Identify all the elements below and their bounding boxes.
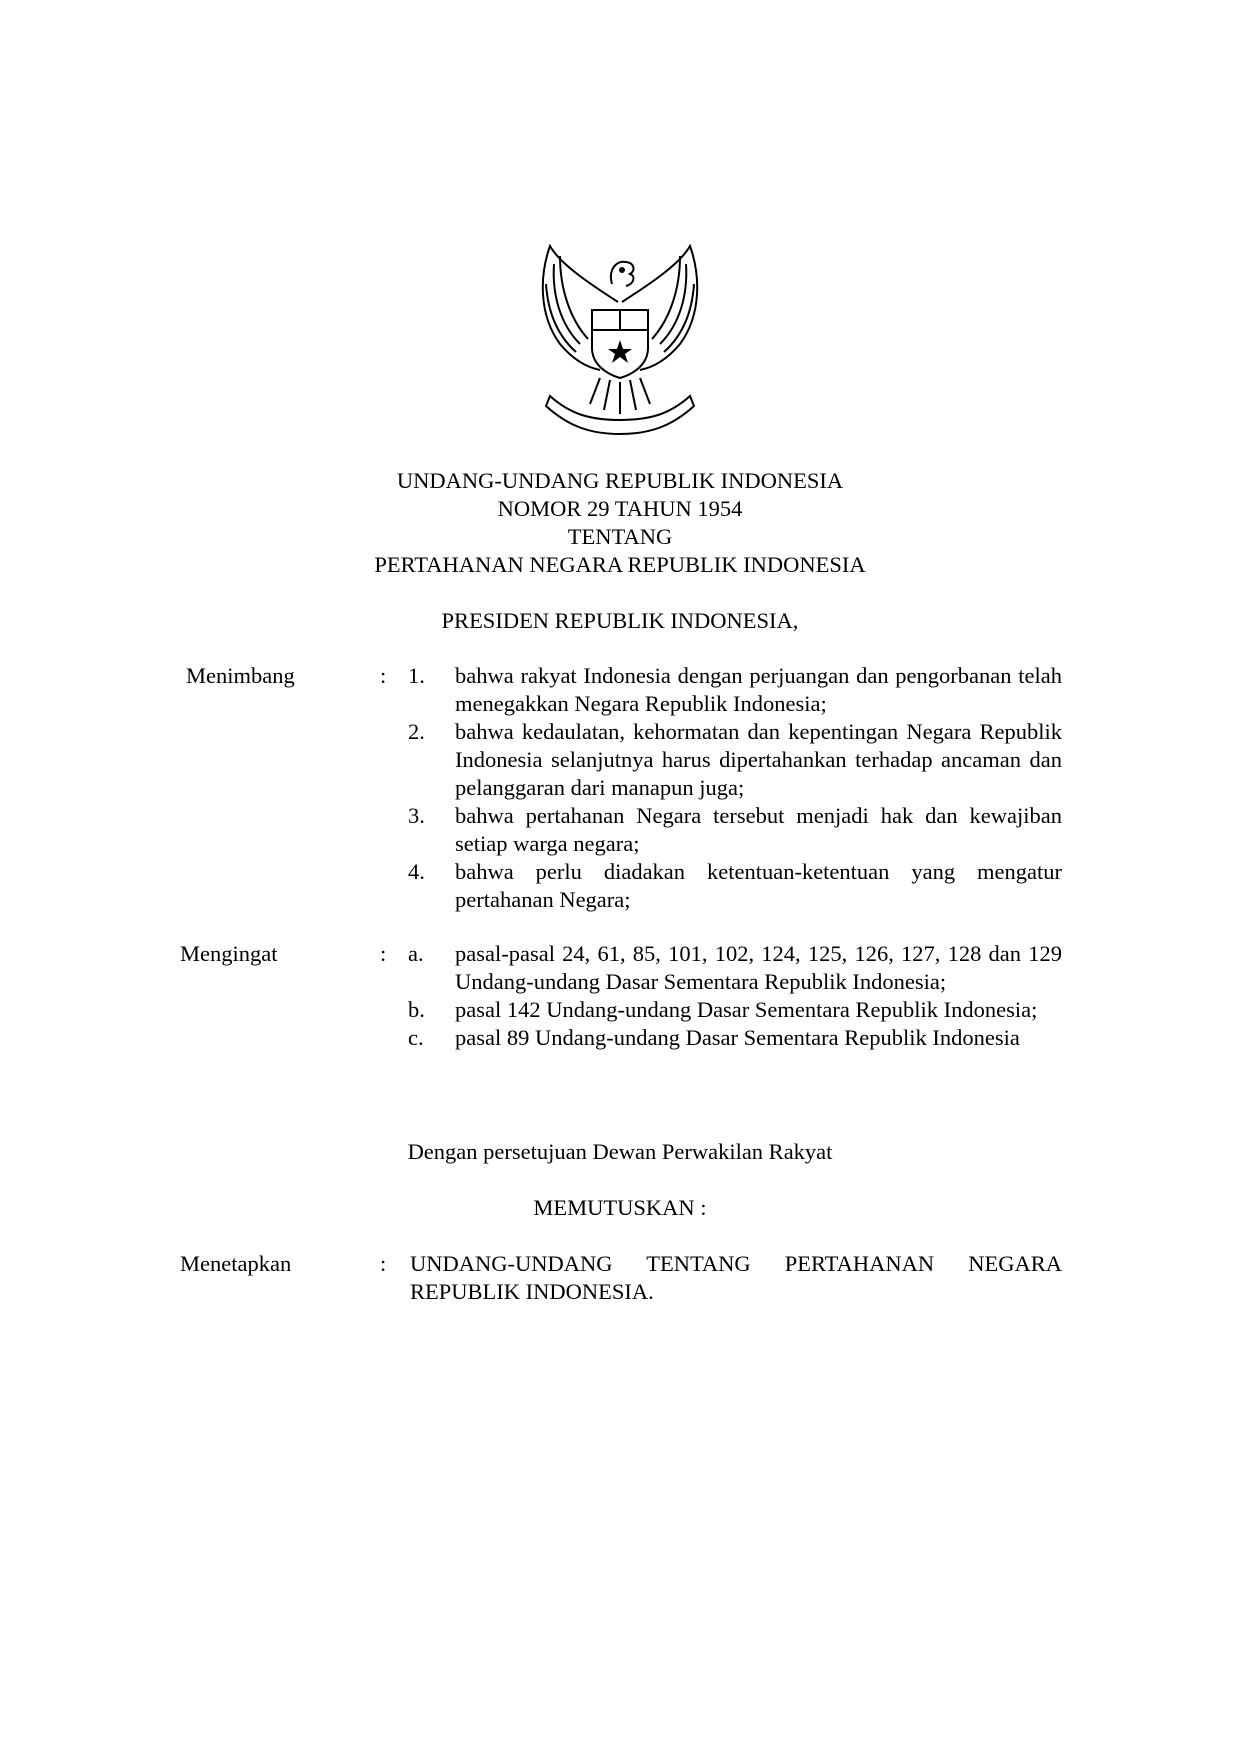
item-text: bahwa pertahanan Negara tersebut menjadi hak dan kewajiban setiap warga negara;	[455, 803, 1062, 856]
menimbang-label: Menimbang	[186, 663, 295, 688]
title-line-2: NOMOR 29 TAHUN 1954	[497, 496, 743, 521]
mengingat-label: Mengingat	[180, 941, 278, 966]
menimbang-section	[0, 662, 1240, 914]
item-marker: 4.	[408, 859, 425, 884]
title-line-4: PERTAHANAN NEGARA REPUBLIK INDONESIA	[374, 552, 866, 577]
menetapkan-colon: :	[380, 1251, 387, 1276]
menetapkan-text: UNDANG-UNDANG TENTANG PERTAHANAN NEGARA REPUBLIK INDONESIA.	[410, 1251, 1062, 1304]
title-line-3: TENTANG	[567, 524, 673, 549]
item-marker: c.	[408, 1025, 424, 1050]
document-title	[250, 467, 990, 579]
consent-statement: Dengan persetujuan Dewan Perwakilan Rakyat	[407, 1139, 833, 1164]
menimbang-item	[0, 718, 1240, 802]
item-text: bahwa perlu diadakan ketentuan-ketentuan yang mengatur pertahanan Negara;	[455, 859, 1062, 912]
mengingat-colon: :	[380, 941, 387, 966]
president-heading: PRESIDEN REPUBLIK INDONESIA,	[441, 608, 799, 633]
mengingat-item	[0, 996, 1240, 1024]
item-text: bahwa rakyat Indonesia dengan perjuangan dan pengorbanan telah menegakkan Negara Republik Indonesia;	[455, 663, 1062, 716]
item-text: pasal 142 Undang-undang Dasar Sementara Republik Indonesia;	[455, 997, 1038, 1022]
item-text: pasal 89 Undang-undang Dasar Sementara Republik Indonesia	[455, 1025, 1020, 1050]
title-line-1: UNDANG-UNDANG REPUBLIK INDONESIA	[396, 468, 844, 493]
item-marker: b.	[408, 997, 425, 1022]
decision-heading: MEMUTUSKAN :	[533, 1195, 707, 1220]
menimbang-item	[0, 858, 1240, 914]
item-text: bahwa kedaulatan, kehormatan dan kepentingan Negara Republik Indonesia selanjutnya harus dipertahankan terhadap ancaman dan pelanggaran dari manapun juga;	[455, 719, 1062, 800]
menetapkan-label: Menetapkan	[180, 1251, 292, 1276]
mengingat-section	[0, 940, 1240, 1052]
item-marker: 2.	[408, 719, 425, 744]
item-marker: a.	[408, 941, 424, 966]
garuda-emblem-icon	[530, 244, 710, 444]
item-marker: 3.	[408, 803, 425, 828]
mengingat-item	[0, 940, 1240, 996]
menimbang-colon: :	[380, 663, 387, 688]
item-text: pasal-pasal 24, 61, 85, 101, 102, 124, 125, 126, 127, 128 dan 129 Undang-undang Dasar Sementara Republik Indonesia;	[455, 941, 1062, 994]
menimbang-item	[0, 662, 1240, 718]
item-marker: 1.	[408, 663, 425, 688]
mengingat-item	[0, 1024, 1240, 1052]
menimbang-item	[0, 802, 1240, 858]
